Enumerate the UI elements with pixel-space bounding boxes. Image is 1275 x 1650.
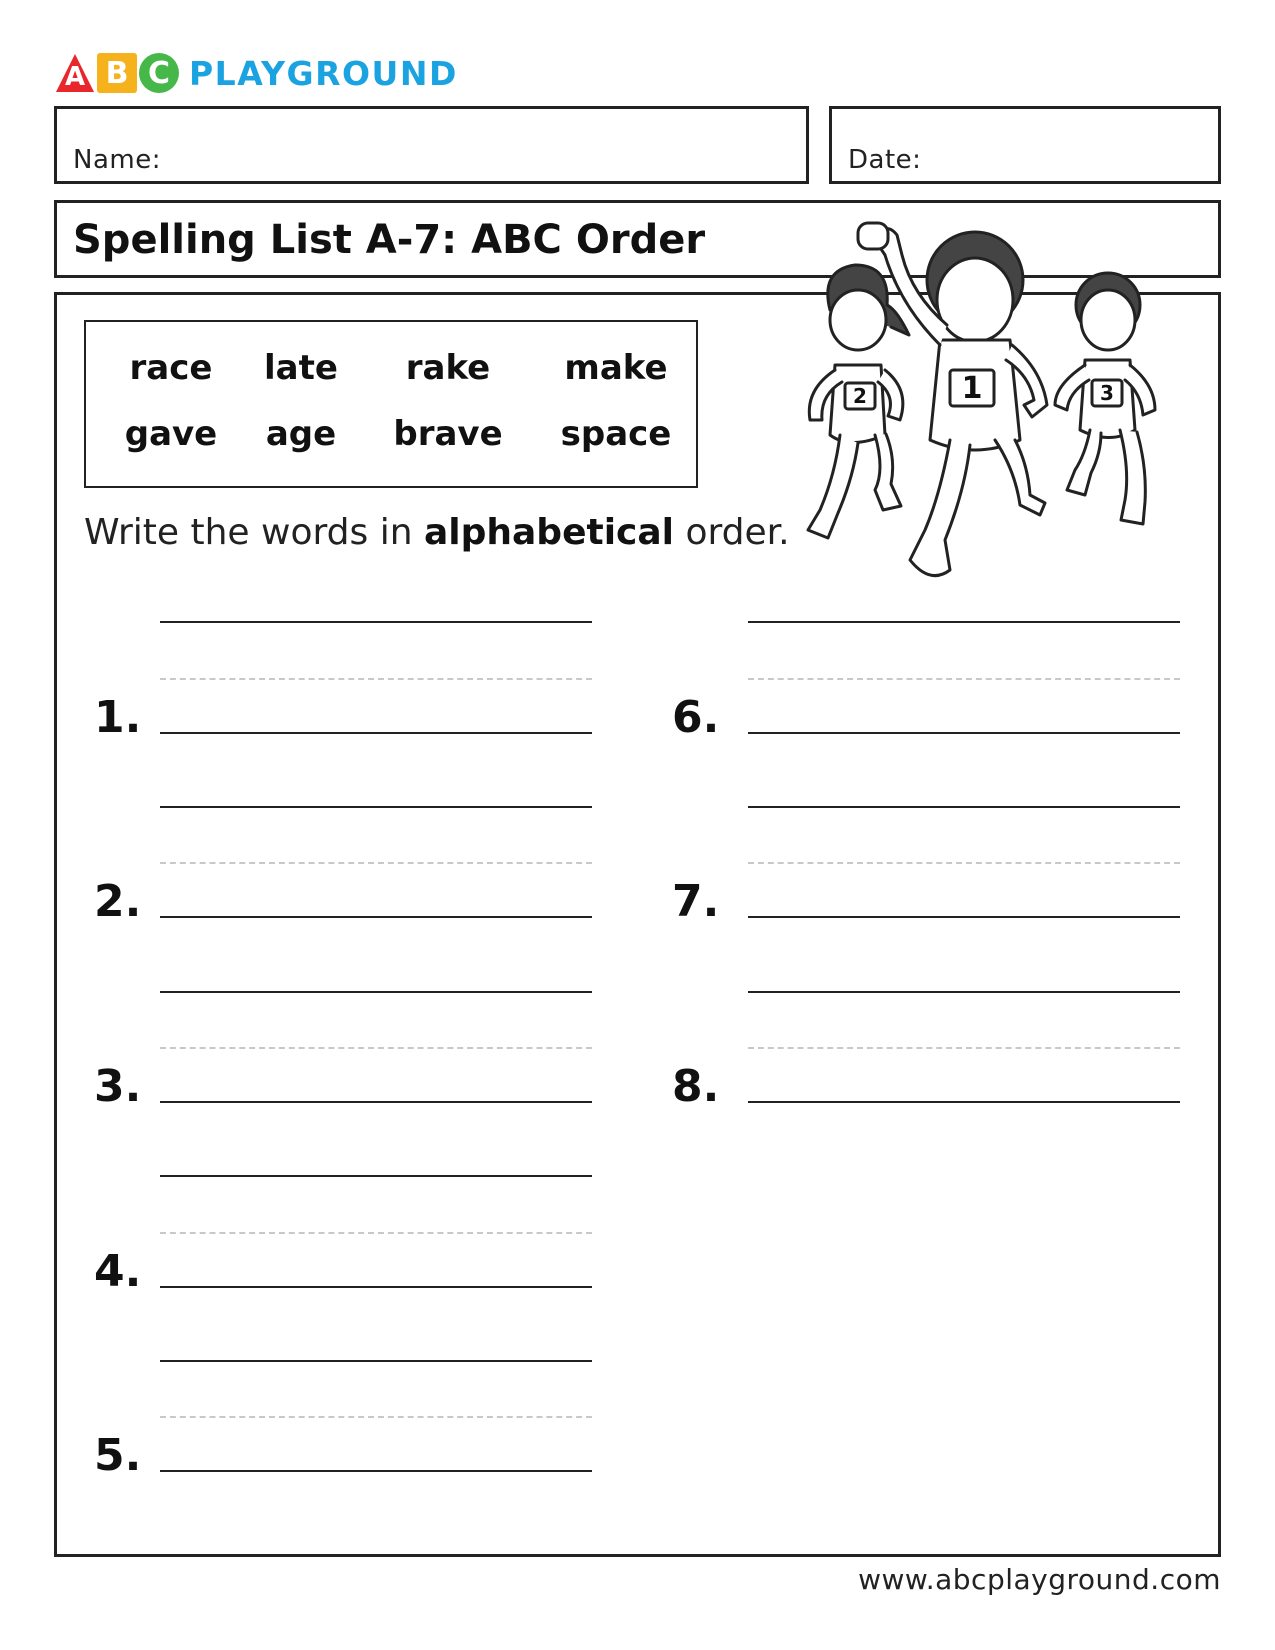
writing-top-line (748, 991, 1180, 993)
word-bank-item: rake (405, 348, 491, 388)
instruction-before: Write the words in (84, 512, 424, 553)
writing-top-line (160, 806, 592, 808)
running-children-illustration (790, 215, 1210, 625)
writing-mid-line (748, 1047, 1180, 1049)
writing-mid-line (160, 1232, 592, 1234)
answer-line-7[interactable] (748, 916, 1180, 918)
answer-number: 4. (94, 1246, 142, 1297)
answer-line-6[interactable] (748, 732, 1180, 734)
word-bank (84, 320, 698, 488)
answer-number: 3. (94, 1061, 142, 1112)
writing-mid-line (748, 862, 1180, 864)
date-field[interactable] (829, 106, 1221, 184)
bib-number-1: 1 (961, 371, 983, 406)
writing-mid-line (160, 678, 592, 680)
writing-top-line (160, 991, 592, 993)
worksheet-title: Spelling List A-7: ABC Order (73, 217, 706, 263)
logo-c-tile (139, 53, 179, 93)
writing-mid-line (160, 862, 592, 864)
answer-line-5[interactable] (160, 1470, 592, 1472)
answer-number: 2. (94, 876, 142, 927)
instruction-emphasis: alphabetical (423, 512, 674, 553)
answer-line-1[interactable] (160, 732, 592, 734)
writing-top-line (748, 621, 1180, 623)
instruction-after: order. (674, 512, 790, 553)
answer-line-3[interactable] (160, 1101, 592, 1103)
name-field[interactable] (54, 106, 809, 184)
writing-mid-line (748, 678, 1180, 680)
writing-top-line (160, 621, 592, 623)
logo-a-tile (55, 53, 95, 93)
answer-line-2[interactable] (160, 916, 592, 918)
word-bank-item: late (264, 348, 338, 388)
word-bank-item: make (564, 348, 668, 388)
writing-top-line (160, 1360, 592, 1362)
writing-top-line (748, 806, 1180, 808)
writing-mid-line (160, 1047, 592, 1049)
answer-line-8[interactable] (748, 1101, 1180, 1103)
word-bank-item: brave (393, 414, 503, 454)
bib-number-2: 2 (853, 384, 867, 408)
writing-mid-line (160, 1416, 592, 1418)
runner-boy-center-icon (858, 223, 1047, 576)
logo-letter-c: C (147, 56, 171, 91)
logo-letter-a: A (64, 62, 86, 92)
logo-b-tile (97, 53, 137, 93)
answer-number: 5. (94, 1430, 142, 1481)
instruction-text (84, 512, 790, 553)
answer-number: 8. (672, 1061, 720, 1112)
word-bank-item: gave (124, 414, 218, 454)
word-bank-item: race (129, 348, 213, 388)
logo-wordmark: PLAYGROUND (189, 53, 458, 93)
logo-letter-b: B (105, 56, 129, 91)
word-bank-item: space (560, 414, 672, 454)
name-label: Name: (73, 145, 161, 175)
logo (55, 52, 458, 94)
footer-url[interactable]: www.abcplayground.com (858, 1563, 1221, 1596)
answer-number: 7. (672, 876, 720, 927)
date-label: Date: (848, 145, 922, 175)
answer-line-4[interactable] (160, 1286, 592, 1288)
writing-top-line (160, 1175, 592, 1177)
answer-number: 6. (672, 692, 720, 743)
word-bank-item: age (265, 414, 337, 454)
bib-number-3: 3 (1100, 381, 1114, 405)
answer-number: 1. (94, 692, 142, 743)
